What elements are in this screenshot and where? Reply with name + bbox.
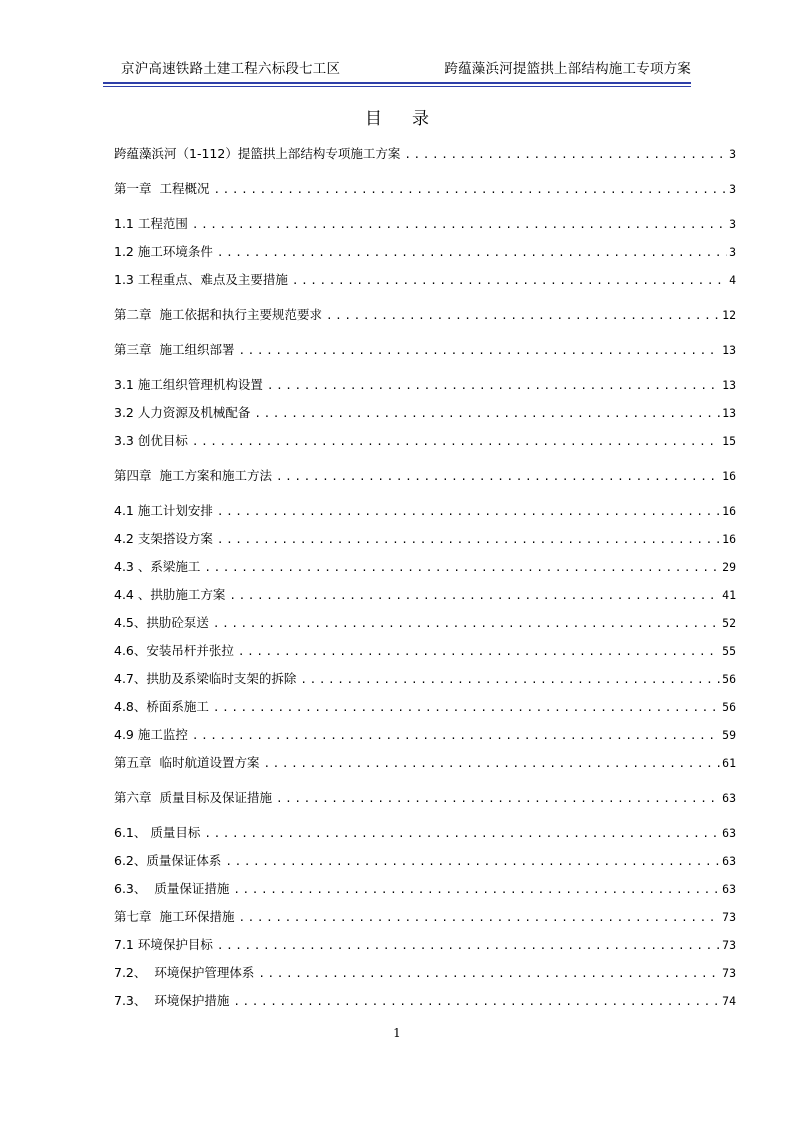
toc-dot-leader (276, 469, 720, 484)
toc-entry[interactable] (114, 585, 736, 603)
toc-entry-page: 16 (722, 469, 736, 483)
toc-dot-leader (263, 756, 720, 771)
toc-entry-title: 跨蕴藻浜河（1-112）提篮拱上部结构专项施工方案 (114, 146, 401, 161)
toc-entry-page: 3 (729, 217, 736, 231)
toc-entry-page: 29 (722, 560, 736, 574)
toc-entry-page: 63 (722, 854, 736, 868)
toc-entry-title: 第四章 施工方案和施工方法 (114, 468, 272, 483)
toc-dot-leader (292, 273, 727, 288)
toc-dot-leader (192, 217, 727, 232)
toc-dot-leader (213, 700, 720, 715)
toc-entry[interactable] (114, 725, 736, 743)
toc-entry[interactable] (114, 270, 736, 288)
toc-entry[interactable] (114, 669, 736, 687)
toc-entry-page: 73 (722, 938, 736, 952)
toc-entry-page: 13 (722, 406, 736, 420)
toc-entry-page: 55 (722, 644, 736, 658)
toc-entry[interactable] (114, 466, 736, 484)
toc-entry-title: 3.2 人力资源及机械配备 (114, 405, 251, 420)
toc-entry-page: 56 (722, 700, 736, 714)
toc-dot-leader (213, 616, 720, 631)
header-rule-thick (103, 82, 691, 84)
toc-entry-title: 4.1 施工计划安排 (114, 503, 213, 518)
toc-entry-page: 63 (722, 791, 736, 805)
toc-entry-page: 3 (729, 147, 736, 161)
page-number: 1 (393, 1026, 401, 1040)
toc-dot-leader (300, 672, 720, 687)
toc-entry[interactable] (114, 753, 736, 771)
toc-entry-title: 4.7、拱肋及系梁临时支架的拆除 (114, 671, 297, 686)
toc-entry-page: 56 (722, 672, 736, 686)
toc-entry-title: 4.8、桥面系施工 (114, 699, 209, 714)
toc-entry[interactable] (114, 431, 736, 449)
toc-entry-title: 3.3 创优目标 (114, 433, 188, 448)
toc-entry-title: 6.1、 质量目标 (114, 825, 201, 840)
toc-title: 目录 (365, 109, 459, 129)
toc-entry-page: 13 (722, 378, 736, 392)
toc-entry-page: 63 (722, 882, 736, 896)
toc-entry-page: 41 (722, 588, 736, 602)
toc-entry[interactable] (114, 403, 736, 421)
toc-entry-page: 59 (722, 728, 736, 742)
toc-dot-leader (404, 147, 727, 162)
toc-entry-page: 73 (722, 966, 736, 980)
toc-dot-leader (233, 882, 720, 897)
toc-dot-leader (238, 343, 720, 358)
toc-dot-leader (217, 504, 720, 519)
toc-entry-title: 7.1 环境保护目标 (114, 937, 213, 952)
toc-entry-page: 61 (722, 756, 736, 770)
toc-dot-leader (225, 854, 720, 869)
toc-entry[interactable] (114, 501, 736, 519)
toc-entry[interactable] (114, 935, 736, 953)
toc-entry-title: 4.9 施工监控 (114, 727, 188, 742)
toc-entry-title: 7.2、 环境保护管理体系 (114, 965, 255, 980)
toc-entry-page: 12 (722, 308, 736, 322)
toc-entry-title: 第二章 施工依据和执行主要规范要求 (114, 307, 322, 322)
toc-entry[interactable] (114, 641, 736, 659)
toc-entry[interactable] (114, 788, 736, 806)
toc-entry-page: 63 (722, 826, 736, 840)
page-header (103, 60, 691, 86)
toc-entry-page: 16 (722, 532, 736, 546)
toc-entry-page: 16 (722, 504, 736, 518)
toc-dot-leader (233, 994, 720, 1009)
toc-dot-leader (238, 644, 720, 659)
toc-entry[interactable] (114, 214, 736, 232)
toc-entry-page: 74 (722, 994, 736, 1008)
toc-entry-title: 1.1 工程范围 (114, 216, 188, 231)
toc-entry-title: 7.3、 环境保护措施 (114, 993, 230, 1008)
toc-entry-title: 4.3 、系梁施工 (114, 559, 201, 574)
toc-entry[interactable] (114, 613, 736, 631)
toc-dot-leader (213, 182, 727, 197)
toc-entry-page: 52 (722, 616, 736, 630)
toc-dot-leader (229, 588, 720, 603)
toc-entry[interactable] (114, 879, 736, 897)
toc-dot-leader (254, 406, 720, 421)
toc-entry[interactable] (114, 963, 736, 981)
toc-entry-title: 3.1 施工组织管理机构设置 (114, 377, 263, 392)
toc-entry-title: 4.2 支架搭设方案 (114, 531, 213, 546)
toc-entry-title: 第一章 工程概况 (114, 181, 210, 196)
toc-entry[interactable] (114, 340, 736, 358)
toc-entry[interactable] (114, 907, 736, 925)
toc-entry-title: 4.5、拱肋砼泵送 (114, 615, 209, 630)
toc-entry[interactable] (114, 991, 736, 1009)
toc-dot-leader (276, 791, 720, 806)
toc-entry[interactable] (114, 851, 736, 869)
toc-dot-leader (238, 910, 720, 925)
header-document-title: 跨蕴藻浜河提篮拱上部结构施工专项方案 (444, 61, 691, 77)
toc-entry[interactable] (114, 697, 736, 715)
toc-entry[interactable] (114, 179, 736, 197)
toc-entry[interactable] (114, 144, 736, 162)
toc-dot-leader (192, 434, 720, 449)
toc-dot-leader (217, 532, 720, 547)
toc-entry[interactable] (114, 823, 736, 841)
toc-dot-leader (267, 378, 720, 393)
toc-dot-leader (217, 938, 720, 953)
toc-entry-title: 1.2 施工环境条件 (114, 244, 213, 259)
toc-entry-page: 4 (729, 273, 736, 287)
toc-entry-page: 3 (729, 245, 736, 259)
toc-dot-leader (192, 728, 720, 743)
toc-entry-title: 1.3 工程重点、难点及主要措施 (114, 272, 288, 287)
toc-entry[interactable] (114, 557, 736, 575)
toc-entry-title: 4.4 、拱肋施工方案 (114, 587, 226, 602)
toc-dot-leader (217, 245, 727, 260)
toc-entry-page: 13 (722, 343, 736, 357)
toc-entry-page: 3 (729, 182, 736, 196)
toc-dot-leader (258, 966, 720, 981)
header-rule-thin (103, 86, 691, 87)
toc-entry-title: 第五章 临时航道设置方案 (114, 755, 260, 770)
header-project-name: 京沪高速铁路土建工程六标段七工区 (121, 61, 341, 77)
toc-entry-page: 73 (722, 910, 736, 924)
toc-entry-title: 6.2、质量保证体系 (114, 853, 222, 868)
toc-entry-title: 第三章 施工组织部署 (114, 342, 235, 357)
toc-entry-title: 4.6、安装吊杆并张拉 (114, 643, 234, 658)
toc-dot-leader (326, 308, 720, 323)
toc-entry[interactable] (114, 242, 736, 260)
toc-entry[interactable] (114, 375, 736, 393)
toc-entry-title: 第六章 质量目标及保证措施 (114, 790, 272, 805)
toc-dot-leader (204, 826, 720, 841)
toc-entry-title: 6.3、 质量保证措施 (114, 881, 230, 896)
toc-entry[interactable] (114, 529, 736, 547)
toc-entry[interactable] (114, 305, 736, 323)
toc-entry-title: 第七章 施工环保措施 (114, 909, 235, 924)
toc-dot-leader (204, 560, 720, 575)
toc-entry-page: 15 (722, 434, 736, 448)
